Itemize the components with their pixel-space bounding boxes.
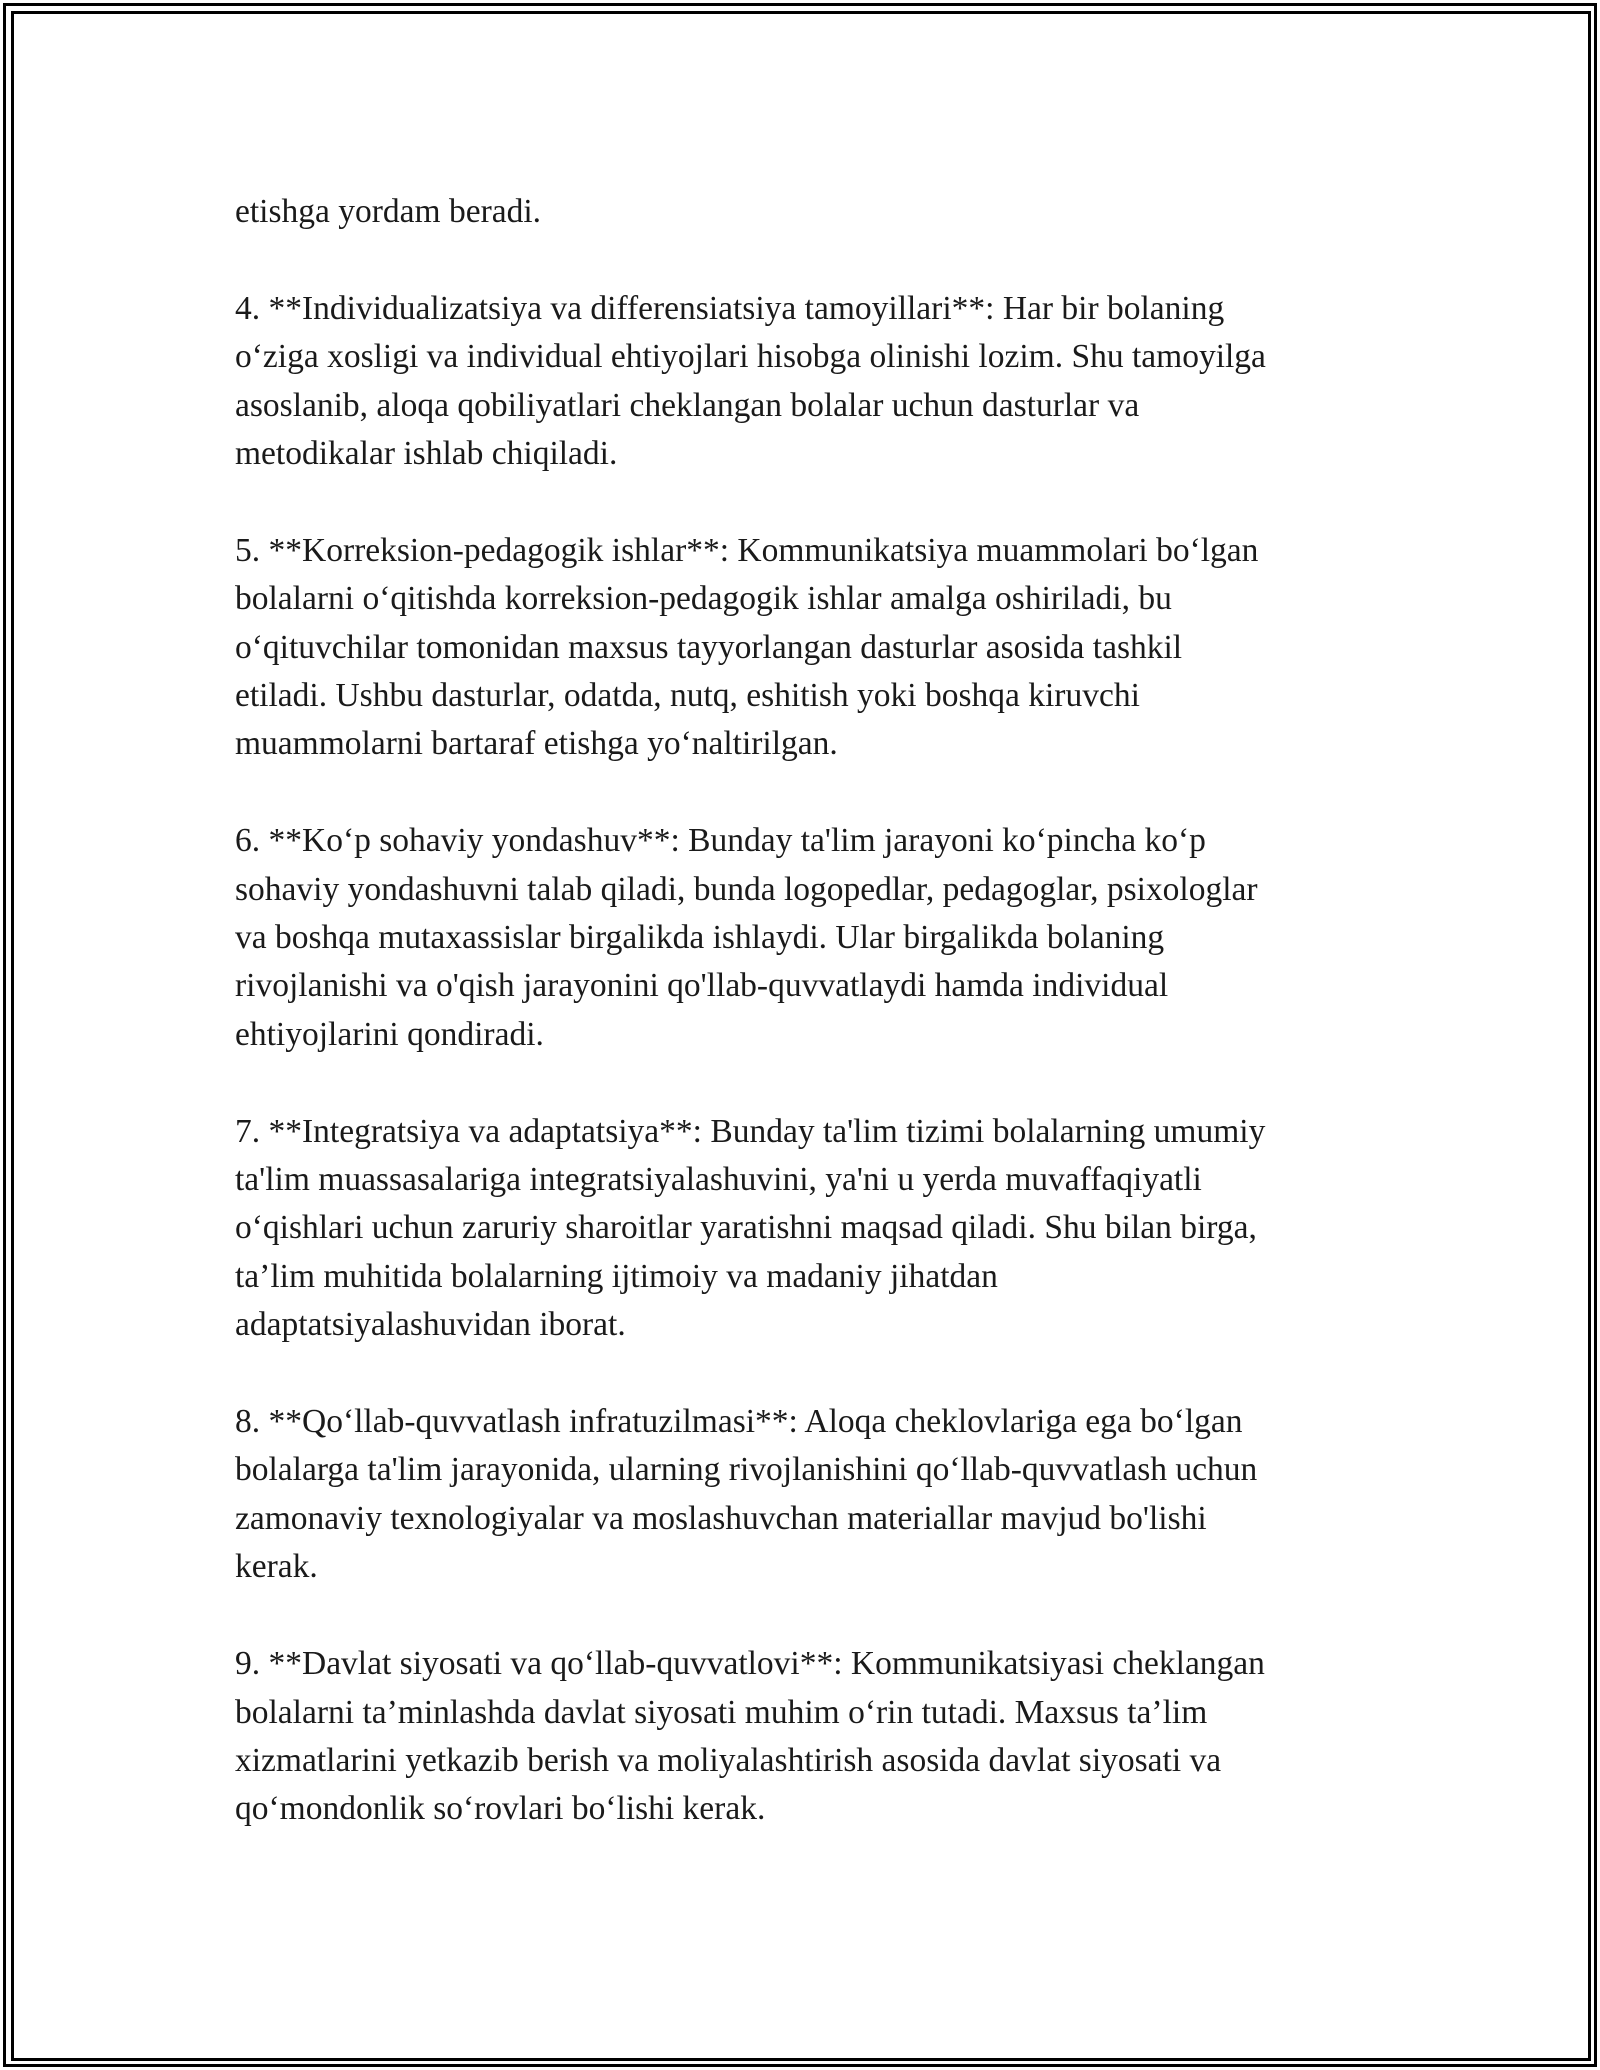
text-line: o‘qishlari uchun zaruriy sharoitlar yaratishni maqsad qiladi. Shu bilan birga,: [235, 1209, 1257, 1247]
text-line: rivojlanishi va o'qish jarayonini qo'llab-quvvatlaydi hamda individual: [235, 967, 1169, 1005]
text-line: metodikalar ishlab chiqiladi.: [235, 435, 618, 473]
text-line: 7. **Integratsiya va adaptatsiya**: Bunday ta'lim tizimi bolalarning umumiy: [235, 1112, 1266, 1150]
paragraph-item-8: [235, 1398, 1365, 1592]
text-line: o‘ziga xosligi va individual ehtiyojlari hisobga olinishi lozim. Shu tamoyilga: [235, 338, 1266, 376]
text-line: muammolarni bartaraf etishga yo‘naltirilgan.: [235, 725, 838, 763]
text-line: adaptatsiyalashuvidan iborat.: [235, 1306, 626, 1344]
text-line: xizmatlarini yetkazib berish va moliyalashtirish asosida davlat siyosati va: [235, 1741, 1222, 1779]
text-line: etishga yordam beradi.: [235, 193, 542, 230]
text-line: zamonaviy texnologiyalar va moslashuvchan materiallar mavjud bo'lishi: [235, 1499, 1207, 1537]
paragraph-item-5: [235, 527, 1365, 769]
text-line: ehtiyojlarini qondiradi.: [235, 1015, 544, 1053]
paragraph-continuation: [235, 188, 1365, 236]
paragraph-item-4: [235, 285, 1365, 479]
text-line: sohaviy yondashuvni talab qiladi, bunda logopedlar, pedagoglar, psixologlar: [235, 870, 1258, 908]
text-line: bolalarga ta'lim jarayonida, ularning rivojlanishini qo‘llab-quvvatlash uchun: [235, 1451, 1258, 1489]
text-line: 6. **Ko‘p sohaviy yondashuv**: Bunday ta'lim jarayoni ko‘pincha ko‘p: [235, 822, 1206, 860]
text-line: ta'lim muassasalariga integratsiyalashuvini, ya'ni u yerda muvaffaqiyatli: [235, 1161, 1202, 1199]
text-line: 5. **Korreksion-pedagogik ishlar**: Kommunikatsiya muammolari bo‘lgan: [235, 531, 1259, 569]
paragraph-item-7: [235, 1108, 1365, 1350]
text-line: kerak.: [235, 1548, 318, 1586]
text-line: qo‘mondonlik so‘rovlari bo‘lishi kerak.: [235, 1790, 766, 1828]
text-line: asoslanib, aloqa qobiliyatlari cheklangan bolalar uchun dasturlar va: [235, 386, 1140, 424]
text-line: etiladi. Ushbu dasturlar, odatda, nutq, eshitish yoki boshqa kiruvchi: [235, 677, 1140, 715]
text-line: 4. **Individualizatsiya va differensiatsiya tamoyillari**: Har bir bolaning: [235, 289, 1225, 327]
text-line: o‘qituvchilar tomonidan maxsus tayyorlangan dasturlar asosida tashkil: [235, 628, 1183, 666]
text-line: bolalarni o‘qitishda korreksion-pedagogik ishlar amalga oshiriladi, bu: [235, 580, 1172, 618]
text-line: ta’lim muhitida bolalarning ijtimoiy va madaniy jihatdan: [235, 1257, 998, 1295]
paragraph-item-6: [235, 817, 1365, 1059]
text-line: 8. **Qo‘llab-quvvatlash infratuzilmasi**: Aloqa cheklovlariga ega bo‘lgan: [235, 1403, 1243, 1441]
text-line: 9. **Davlat siyosati va qo‘llab-quvvatlovi**: Kommunikatsiyasi cheklangan: [235, 1645, 1265, 1683]
paragraph-item-9: [235, 1640, 1365, 1834]
text-line: va boshqa mutaxassislar birgalikda ishlaydi. Ular birgalikda bolaning: [235, 919, 1165, 957]
document-body: [235, 188, 1365, 1882]
text-line: bolalarni ta’minlashda davlat siyosati muhim o‘rin tutadi. Maxsus ta’lim: [235, 1693, 1208, 1731]
